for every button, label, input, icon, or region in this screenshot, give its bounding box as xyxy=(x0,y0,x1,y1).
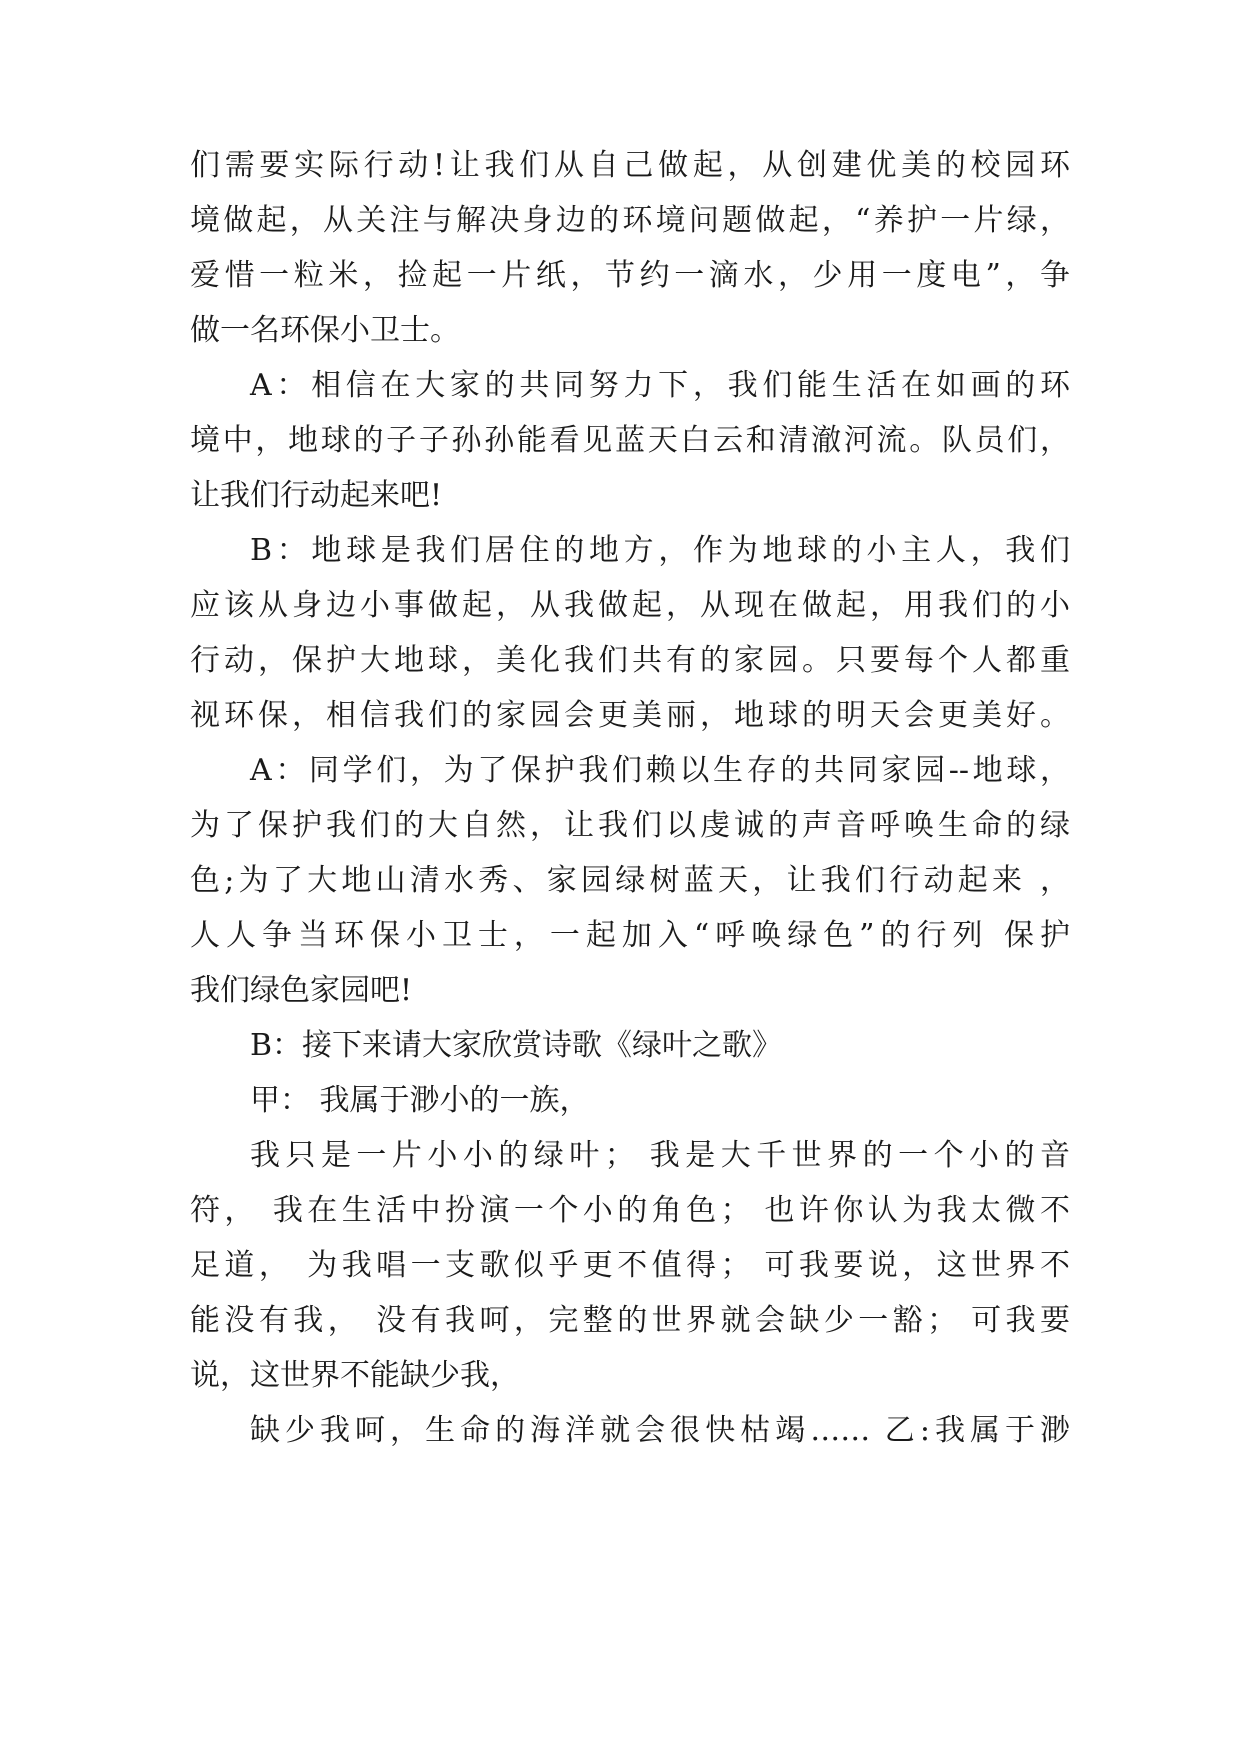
paragraph-line: 爱惜一粒米，捡起一片纸，节约一滴水，少用一度电”，争 xyxy=(190,258,1070,293)
paragraph-line: 视环保，相信我们的家园会更美丽，地球的明天会更美好。 xyxy=(190,698,1070,733)
paragraph-line: 应该从身边小事做起，从我做起，从现在做起，用我们的小 xyxy=(190,588,1070,623)
paragraph-line: 符， 我在生活中扮演一个小的角色； 也许你认为我太微不 xyxy=(190,1193,1070,1228)
paragraph-line: 色;为了大地山清水秀、家园绿树蓝天，让我们行动起来 ， xyxy=(190,863,1070,898)
paragraph-line: 我们绿色家园吧! xyxy=(190,973,413,1008)
paragraph-line: 人人争当环保小卫士，一起加入“呼唤绿色”的行列 保护 xyxy=(190,918,1070,953)
paragraph-line: 境中，地球的子子孙孙能看见蓝天白云和清澈河流。队员们， xyxy=(190,423,1070,458)
paragraph-line: A：同学们，为了保护我们赖以生存的共同家园--地球， xyxy=(250,753,1070,788)
paragraph-line: 甲： 我属于渺小的一族， xyxy=(250,1083,590,1118)
paragraph-line: 说，这世界不能缺少我， xyxy=(190,1358,520,1393)
paragraph-line: 行动，保护大地球，美化我们共有的家园。只要每个人都重 xyxy=(190,643,1070,678)
paragraph-line: 能没有我， 没有我呵，完整的世界就会缺少一豁； 可我要 xyxy=(190,1303,1070,1338)
paragraph-line: 们需要实际行动!让我们从自己做起，从创建优美的校园环 xyxy=(190,148,1070,183)
paragraph-line: B：地球是我们居住的地方，作为地球的小主人，我们 xyxy=(250,533,1070,568)
paragraph-line: 我只是一片小小的绿叶； 我是大千世界的一个小的音 xyxy=(250,1138,1070,1173)
paragraph-line: 为了保护我们的大自然，让我们以虔诚的声音呼唤生命的绿 xyxy=(190,808,1070,843)
paragraph-line: B：接下来请大家欣赏诗歌《绿叶之歌》 xyxy=(250,1028,783,1063)
paragraph-line: 足道， 为我唱一支歌似乎更不值得； 可我要说，这世界不 xyxy=(190,1248,1070,1283)
paragraph-line: 做一名环保小卫士。 xyxy=(190,313,460,348)
paragraph-line: 境做起，从关注与解决身边的环境问题做起，“养护一片绿， xyxy=(190,203,1070,238)
paragraph-line: 让我们行动起来吧! xyxy=(190,478,443,513)
paragraph-line: A：相信在大家的共同努力下，我们能生活在如画的环 xyxy=(250,368,1070,403)
paragraph-line: 缺少我呵，生命的海洋就会很快枯竭…… 乙:我属于渺 xyxy=(250,1413,1070,1448)
